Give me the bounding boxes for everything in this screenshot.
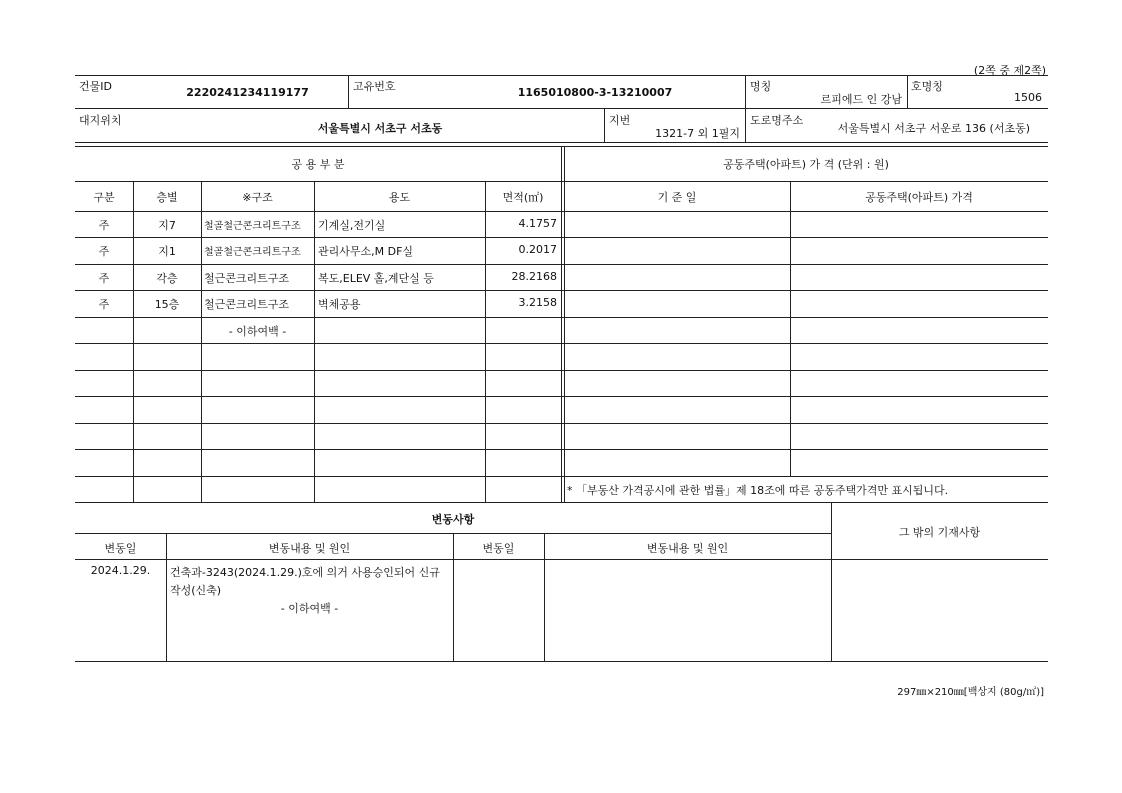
unique-no-label: 고유번호: [353, 80, 396, 93]
row2-use: 관리사무소,M DF실: [318, 245, 414, 258]
row1-type: 주: [98, 219, 110, 232]
row4-area: 3.2158: [518, 296, 557, 309]
change-entry-line1: 건축과-3243(2024.1.29.)호에 의거 사용승인되어 신규: [170, 566, 440, 579]
row1-floor: 지7: [158, 219, 176, 232]
col-use: 용도: [388, 191, 411, 204]
price-title: 공동주택(아파트) 가 격 (단위 : 원): [723, 158, 889, 171]
row2-structure: 철골철근콘크리트구조: [204, 247, 301, 258]
lot-label: 지번: [609, 114, 631, 127]
name-value: 르피에드 인 강남: [820, 93, 902, 106]
col-floor: 층별: [156, 191, 178, 204]
header-mid-border: [75, 108, 1048, 109]
other-title: 그 밖의 기재사항: [898, 526, 981, 539]
row2-type: 주: [98, 245, 110, 258]
changes-col-date2: 변동일: [482, 542, 515, 555]
lot-value: 1321-7 외 1필지: [655, 127, 740, 140]
road-label: 도로명주소: [750, 114, 804, 127]
row3-use: 복도,ELEV 홀,계단실 등: [318, 272, 434, 285]
col-structure: ※구조: [242, 191, 273, 204]
change-entry-blank: - 이하여백 -: [280, 602, 339, 615]
row4-structure: 철근콘크리트구조: [204, 298, 290, 311]
row1-use: 기계실,전기실: [318, 219, 386, 232]
change-entry-date: 2024.1.29.: [90, 564, 151, 577]
name-label: 명칭: [750, 80, 772, 93]
col-area: 면적(㎡): [502, 191, 544, 204]
header-bottom-border: [75, 142, 1048, 143]
header-top-border: [75, 75, 1048, 76]
row3-type: 주: [98, 272, 110, 285]
page-indicator: (2쪽 중 제2쪽): [973, 64, 1046, 77]
paper-note: 297㎜×210㎜[백상지 (80g/㎡)]: [897, 687, 1044, 698]
row1-area: 4.1757: [518, 217, 557, 230]
site-value: 서울특별시 서초구 서초동: [317, 122, 443, 135]
row1-structure: 철골철근콘크리트구조: [204, 221, 301, 232]
building-id-label: 건물ID: [79, 80, 112, 93]
col-base-date: 기 준 일: [657, 191, 697, 204]
row4-floor: 15층: [154, 298, 180, 311]
row4-type: 주: [98, 298, 110, 311]
price-note: * 「부동산 가격공시에 관한 법률」제 18조에 따른 공동주택가격만 표시됩니다.: [567, 484, 949, 497]
building-id-value: 2220241234119177: [186, 86, 309, 99]
row3-area: 28.2168: [511, 270, 557, 283]
site-label: 대지위치: [79, 114, 122, 127]
road-value: 서울특별시 서초구 서운로 136 (서초동): [837, 122, 1030, 135]
common-title: 공 용 부 분: [291, 158, 345, 171]
unit-value: 1506: [1014, 91, 1042, 104]
changes-title: 변동사항: [431, 513, 475, 526]
changes-col-date1: 변동일: [104, 542, 137, 555]
row2-area: 0.2017: [518, 243, 557, 256]
col-price: 공동주택(아파트) 가격: [865, 191, 973, 204]
row4-use: 벽체공용: [318, 298, 361, 311]
changes-col-content2: 변동내용 및 원인: [646, 542, 729, 555]
common-blank-note: - 이하여백 -: [228, 325, 287, 338]
row3-floor: 각층: [156, 272, 178, 285]
unit-label: 호명칭: [911, 80, 943, 93]
changes-col-content1: 변동내용 및 원인: [268, 542, 351, 555]
unique-no-value: 1165010800-3-13210007: [517, 86, 673, 99]
row3-structure: 철근콘크리트구조: [204, 272, 290, 285]
row2-floor: 지1: [158, 245, 176, 258]
col-type: 구분: [93, 191, 115, 204]
change-entry-line2: 작성(신축): [170, 584, 222, 597]
